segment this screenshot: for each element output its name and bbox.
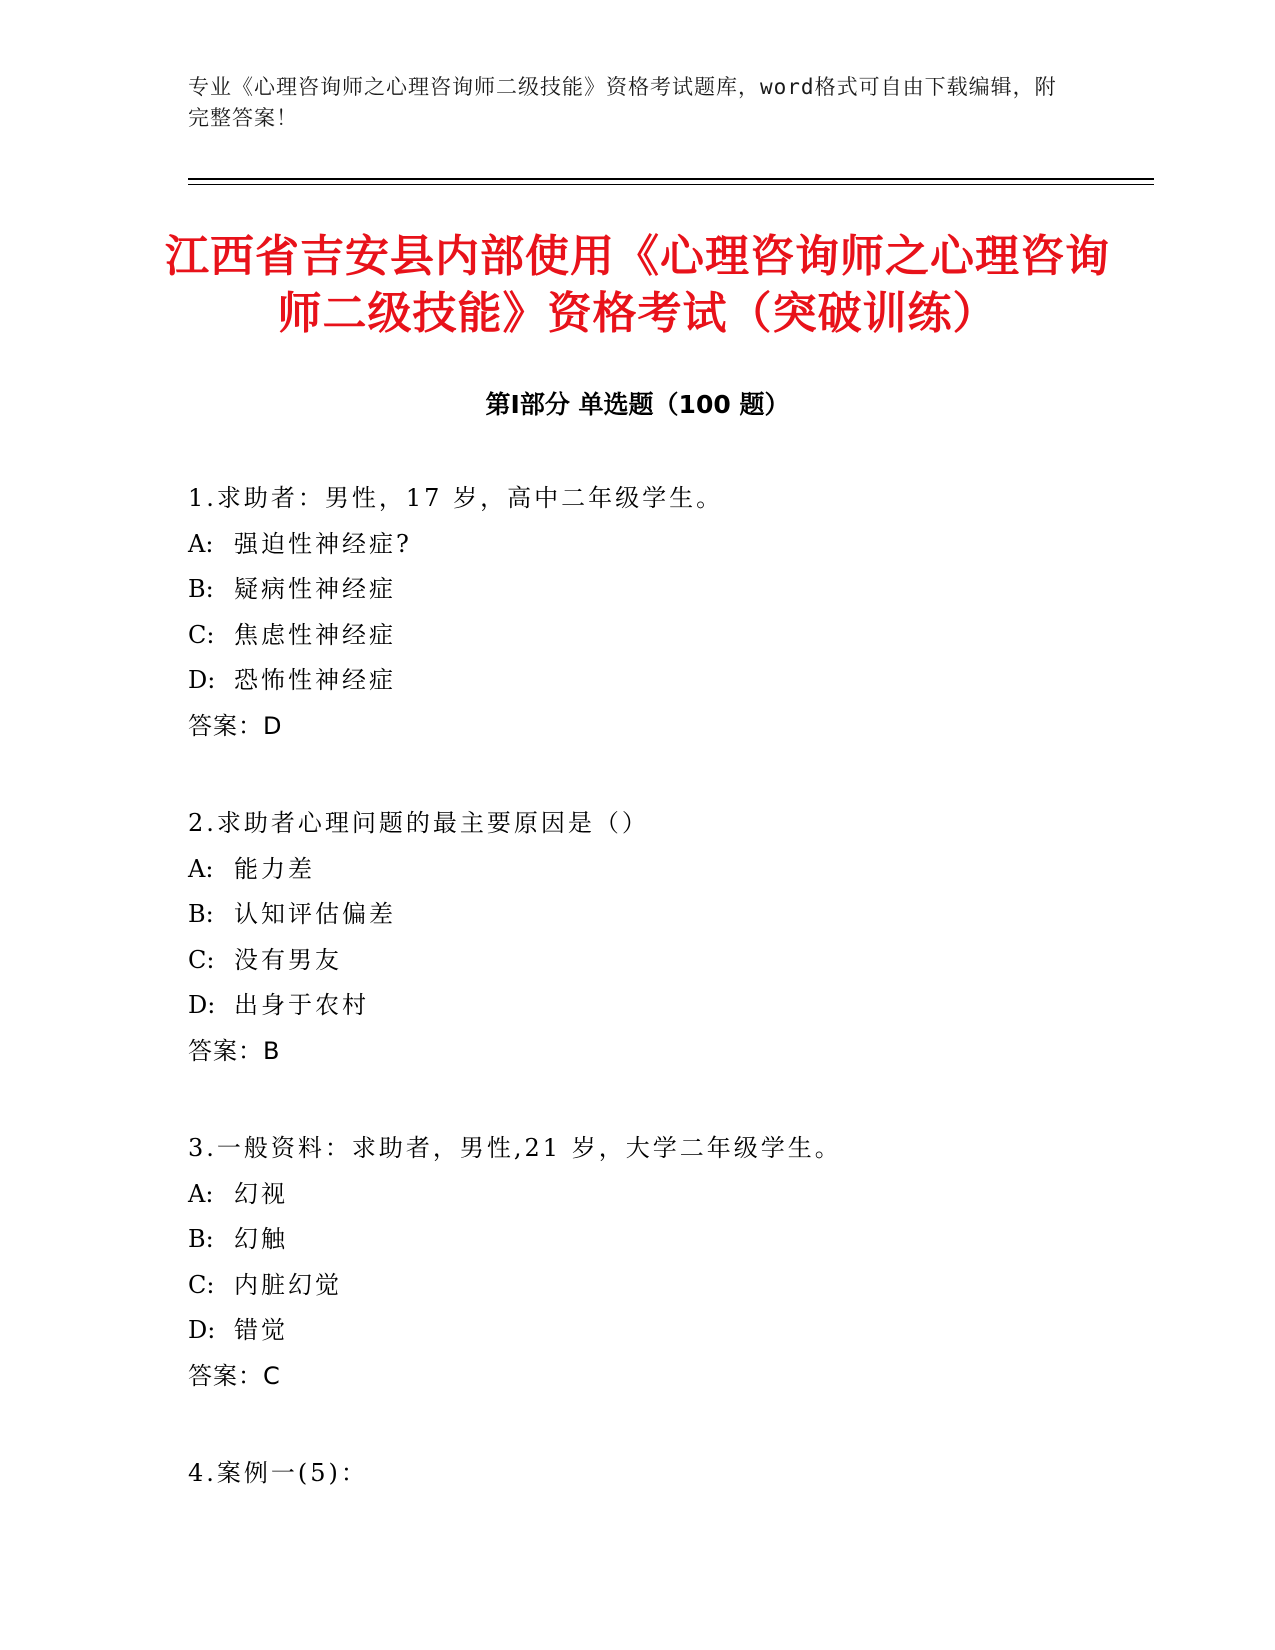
option-text: 能力差 xyxy=(234,854,315,883)
option-key: B: xyxy=(188,575,214,603)
option-a xyxy=(188,1172,1148,1218)
option-text: 没有男友 xyxy=(234,945,342,974)
option-text: 出身于农村 xyxy=(234,991,369,1019)
option-c xyxy=(188,1263,1148,1309)
question-stem: 3.一般资料：求助者，男性,21 岁，大学二年级学生。 xyxy=(188,1134,842,1162)
option-d xyxy=(188,658,1148,704)
option-a xyxy=(188,522,1148,568)
question-stem: 4.案例一(5)： xyxy=(188,1459,368,1487)
option-key: A: xyxy=(188,529,214,558)
question-stem: 1.求助者：男性，17 岁，高中二年级学生。 xyxy=(188,484,724,512)
question-stem: 2.求助者心理问题的最主要原因是（） xyxy=(188,809,649,837)
option-text: 内脏幻觉 xyxy=(234,1270,342,1299)
option-key: A: xyxy=(188,854,214,883)
option-key: C: xyxy=(188,620,215,649)
option-d xyxy=(188,983,1148,1029)
option-key: C: xyxy=(188,945,215,974)
option-text: 焦虑性神经症 xyxy=(234,620,396,649)
option-key: D: xyxy=(188,666,216,694)
answer-line: 答案：C xyxy=(188,1361,281,1390)
option-b xyxy=(188,567,1148,613)
option-key: C: xyxy=(188,1270,215,1299)
option-c xyxy=(188,613,1148,659)
option-key: B: xyxy=(188,1225,214,1253)
option-key: D: xyxy=(188,991,216,1019)
option-text: 错觉 xyxy=(234,1316,288,1344)
question-2 xyxy=(188,801,1148,1074)
option-text: 疑病性神经症 xyxy=(234,575,396,603)
option-b xyxy=(188,1217,1148,1263)
option-text: 恐怖性神经症 xyxy=(234,666,396,694)
option-text: 幻触 xyxy=(234,1225,288,1253)
option-text: 认知评估偏差 xyxy=(234,900,396,928)
option-text: 幻视 xyxy=(234,1179,288,1208)
option-c xyxy=(188,938,1148,984)
question-1 xyxy=(188,476,1148,749)
option-key: D: xyxy=(188,1316,216,1344)
header-divider-thin xyxy=(188,184,1154,185)
option-text: 强迫性神经症? xyxy=(234,529,412,558)
answer-line: 答案：B xyxy=(188,1036,281,1065)
section-title: 第Ⅰ部分 单选题（100 题） xyxy=(485,390,790,419)
question-list xyxy=(188,476,1148,1549)
document-title: 江西省吉安县内部使用《心理咨询师之心理咨询师二级技能》资格考试（突破训练） xyxy=(165,231,1110,339)
answer-line: 答案：D xyxy=(188,711,283,740)
option-d xyxy=(188,1308,1148,1354)
option-a xyxy=(188,847,1148,893)
header-divider xyxy=(188,178,1154,180)
question-3 xyxy=(188,1126,1148,1399)
option-b xyxy=(188,892,1148,938)
option-key: A: xyxy=(188,1179,214,1208)
question-4 xyxy=(188,1451,1148,1497)
header-note: 专业《心理咨询师之心理咨询师二级技能》资格考试题库，word格式可自由下载编辑，附完整答案！ xyxy=(188,75,1057,130)
option-key: B: xyxy=(188,900,214,928)
